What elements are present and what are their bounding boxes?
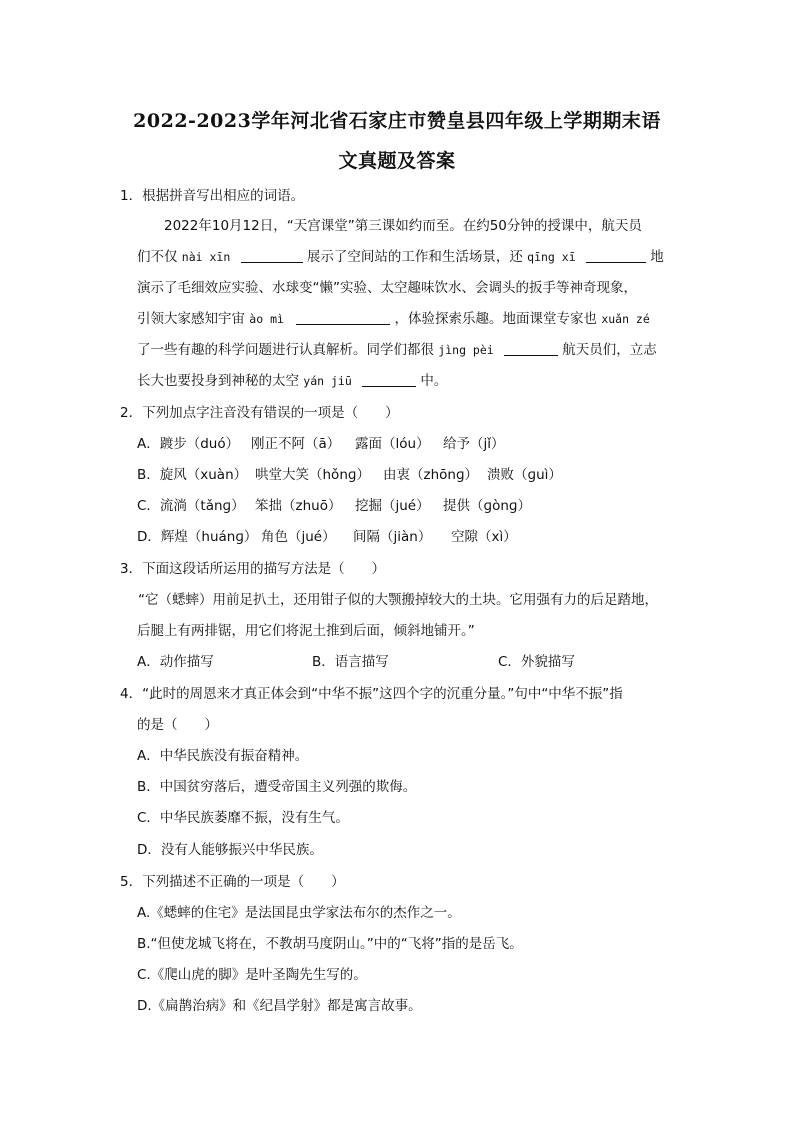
option-item: 溃败（ɡuì）: [487, 467, 562, 483]
question-4-option-a[interactable]: A．中华民族没有振奋精神。: [137, 748, 309, 764]
answer-blank-2[interactable]: [586, 248, 646, 263]
question-4-option-c[interactable]: C．中华民族萎靡不振，没有生气。: [137, 810, 349, 826]
pinyin-aomi: ào mì: [249, 312, 284, 326]
question-1-stem: 1．根据拼音写出相应的词语。: [120, 188, 305, 204]
question-1-passage-line-5: [137, 340, 657, 360]
option-item: A．踱步（duó）: [137, 436, 240, 452]
pinyin-xuanze: xuǎn zé: [601, 312, 650, 326]
passage-text: 了一些有趣的科学问题进行认真解析。同学们都很: [137, 342, 434, 358]
pinyin-naixin: nài xīn: [181, 250, 231, 264]
question-4-option-b[interactable]: B．中国贫穷落后，遭受帝国主义列强的欺侮。: [137, 779, 417, 795]
question-5-option-d[interactable]: D.《扁鹊治病》和《纪昌学射》都是寓言故事。: [137, 998, 422, 1014]
question-1-passage-line-6: [137, 371, 447, 391]
option-item: 笨拙（zhuō）: [255, 498, 342, 514]
question-3-option-c[interactable]: C．外貌描写: [498, 654, 575, 670]
option-item: 提供（ɡònɡ）: [443, 498, 531, 514]
pinyin-jingpei: jìng pèi: [438, 343, 494, 357]
question-2-option-c[interactable]: [137, 496, 697, 516]
question-4-stem-line-1: 4．“此时的周恩来才真正体会到“中华不振”这四个字的沉重分量。”句中“中华不振”指: [120, 686, 623, 702]
question-2-option-a[interactable]: [137, 434, 697, 454]
passage-text: 中。: [420, 373, 448, 389]
question-3-option-b[interactable]: B．语言描写: [312, 654, 389, 670]
document-title-line-2: 文真题及答案: [338, 150, 456, 172]
answer-blank-6[interactable]: [362, 372, 416, 387]
question-3-quote-line-1: “它（蟋蟀）用前足扒土，还用钳子似的大颚搬掉较大的土块。它用强有力的后足踏地，: [138, 592, 658, 608]
question-2-stem: 2．下列加点字注音没有错误的一项是（ ）: [120, 405, 399, 421]
question-1-passage-line-2: [137, 247, 664, 267]
option-item: 露面（lóu）: [355, 436, 430, 452]
question-5-stem: 5．下列描述不正确的一项是（ ）: [120, 874, 345, 890]
question-1-passage-line-1: 2022年10月12日，“天宫课堂”第三课如约而至。在约50分钟的授课中，航天员: [164, 218, 642, 234]
passage-text: 长大也要投身到神秘的太空: [137, 373, 299, 389]
option-item: 挖掘（jué）: [355, 498, 430, 514]
option-item: 间隔（jiàn）: [353, 529, 432, 545]
option-item: 角色（jué）: [261, 529, 336, 545]
question-5-option-b[interactable]: B.“但使龙城飞将在，不教胡马度阴山。”中的“飞将”指的是岳飞。: [137, 936, 523, 952]
option-item: 哄堂大笑（hǒnɡ）: [255, 467, 370, 483]
answer-blank-1[interactable]: [241, 248, 303, 263]
question-5-option-c[interactable]: C.《爬山虎的脚》是叶圣陶先生写的。: [137, 967, 367, 983]
passage-text: ，体验探索乐趣。地面课堂专家也: [394, 311, 598, 327]
question-5-option-a[interactable]: A.《蟋蟀的住宅》是法国昆虫学家法布尔的杰作之一。: [137, 905, 461, 921]
passage-text: 展示了空间站的工作和生活场景，还: [306, 249, 523, 265]
option-item: B．旋风（xuàn）: [137, 467, 248, 483]
question-3-stem: 3．下面这段话所运用的描写方法是（ ）: [120, 561, 386, 577]
question-2-option-b[interactable]: [137, 465, 697, 485]
pinyin-qingxi: qīng xī: [527, 250, 576, 264]
question-3-quote-line-2: 后腿上有两排锯，用它们将泥土推到后面，倾斜地铺开。”: [137, 623, 475, 639]
option-item: 由衷（zhōnɡ）: [383, 467, 479, 483]
passage-text: 地: [650, 249, 664, 265]
pinyin-yanjiu: yán jiū: [303, 374, 352, 388]
document-title-line-1: 2022-2023学年河北省石家庄市赞皇县四年级上学期期末语: [133, 110, 661, 132]
option-item: 给予（jǐ）: [443, 436, 505, 452]
option-item: 空隙（xì）: [451, 529, 517, 545]
passage-text: 航天员们，立志: [562, 342, 657, 358]
question-4-option-d[interactable]: D．没有人能够振兴中华民族。: [137, 842, 323, 858]
passage-text: 引领大家感知宇宙: [137, 311, 245, 327]
question-1-passage-line-4: [137, 309, 650, 329]
question-2-option-d[interactable]: [137, 527, 697, 547]
question-3-option-a[interactable]: A．动作描写: [137, 654, 214, 670]
option-item: C．流淌（tǎnɡ）: [137, 498, 245, 514]
answer-blank-5[interactable]: [504, 341, 558, 356]
answer-blank-3[interactable]: [296, 310, 390, 325]
option-item: 刚正不阿（ā）: [251, 436, 341, 452]
option-item: D．辉煌（huánɡ）: [137, 529, 258, 545]
passage-text: 们不仅: [137, 249, 178, 265]
question-4-stem-line-2: 的是（ ）: [137, 717, 218, 733]
question-1-passage-line-3: 演示了毛细效应实验、水球变“懒”实验、太空趣味饮水、会调头的扳手等神奇现象，: [137, 280, 637, 296]
